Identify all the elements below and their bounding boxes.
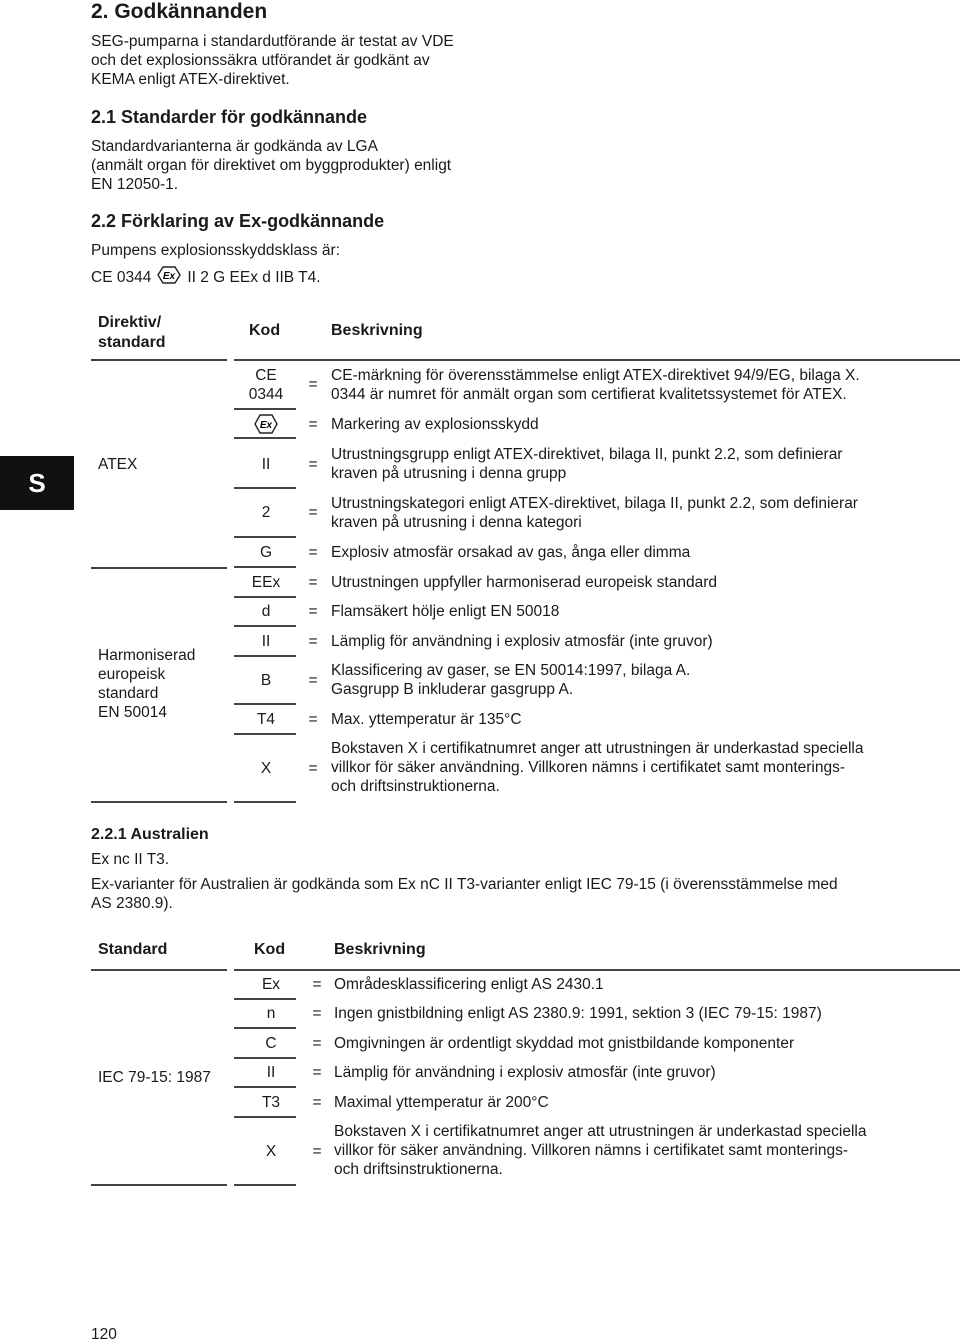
group-line: standard (98, 685, 159, 702)
kod-value: II (261, 633, 271, 650)
equals-sign: = (312, 1094, 322, 1111)
equals-sign: = (312, 976, 322, 993)
desc-line: Utrustningskategori enligt ATEX-direktivet, bilaga II, punkt 2.2, som definierar (331, 495, 858, 512)
equals-sign: = (312, 1064, 322, 1081)
kod-value: T3 (261, 1094, 281, 1111)
kod-divider (234, 1057, 296, 1059)
table2-divider (234, 969, 960, 971)
ex-icon (235, 413, 297, 440)
desc-line: och driftsinstruktionerna. (334, 1161, 503, 1178)
kod-value: CE (255, 367, 277, 384)
subsection-2-1-text (91, 137, 451, 194)
equals-sign: = (308, 416, 318, 433)
header-line: Direktiv/ (98, 314, 162, 331)
kod-divider (234, 1116, 296, 1118)
protection-class (91, 265, 321, 290)
equals-sign: = (308, 760, 318, 777)
kod-value: T4 (256, 711, 276, 728)
table1-header-directive (98, 313, 166, 353)
svg-text:Ex: Ex (259, 420, 273, 431)
table1-group-atex: ATEX (98, 456, 138, 473)
desc-line: Klassificering av gaser, se EN 50014:1997, bilaga A. (331, 662, 691, 679)
table1-group-harmonised (98, 646, 195, 722)
desc-line: kraven på utrusning i denna grupp (331, 465, 567, 482)
subsection-2-1-title: 2.1 Standarder för godkännande (91, 107, 368, 127)
kod-divider (234, 487, 296, 489)
desc-line: 0344 är numret för anmält organ som certifierat kvalitetssystemet för ATEX. (331, 386, 847, 403)
table2-divider (91, 969, 227, 971)
header-line: standard (98, 334, 166, 351)
table1-bottom-rule (91, 801, 227, 803)
row-description (331, 366, 860, 404)
kod-divider (234, 596, 296, 598)
kod-divider (234, 733, 296, 735)
desc-line: Bokstaven X i certifikatnumret anger att utrustningen är underkastad speciella (334, 1123, 867, 1140)
kod-divider (234, 998, 296, 1000)
kod-value: X (265, 1143, 277, 1160)
table1-divider (91, 359, 227, 361)
kod-value: n (266, 1005, 276, 1022)
row-description (331, 661, 690, 699)
row-description: Lämplig för användning i explosiv atmosfär (inte gruvor) (334, 1064, 716, 1081)
table2-bottom-rule (91, 1184, 227, 1186)
australia-line: Ex-varianter för Australien är godkända som Ex nC II T3-varianter enligt IEC 79-15 (i överensstämmelse med (91, 876, 838, 893)
row-description: Lämplig för användning i explosiv atmosfär (inte gruvor) (331, 633, 713, 650)
table2-header-description: Beskrivning (334, 941, 426, 958)
kod-value: X (260, 760, 272, 777)
language-tab: S (0, 456, 74, 510)
row-description: Markering av explosionsskydd (331, 416, 539, 433)
class-suffix: II 2 G EEx d IIB T4. (187, 269, 321, 286)
table1-divider (234, 359, 960, 361)
kod-divider (234, 408, 296, 410)
desc-line: villkor för säker användning. Villkoren nämns i certifikatet samt monterings- (331, 759, 846, 776)
group-line: europeisk (98, 666, 166, 683)
kod-divider (234, 536, 296, 538)
kod-divider (234, 655, 296, 657)
australia-line: AS 2380.9). (91, 895, 173, 912)
equals-sign: = (308, 574, 318, 591)
kod-value: Ex (261, 976, 281, 993)
kod-divider (234, 1027, 296, 1029)
kod-value: C (265, 1035, 277, 1052)
row-description (331, 445, 842, 483)
equals-sign: = (308, 711, 318, 728)
table1-header-description: Beskrivning (331, 322, 423, 339)
desc-line: villkor för säker användning. Villkoren nämns i certifikatet samt monterings- (334, 1142, 849, 1159)
desc-line: och driftsinstruktionerna. (331, 778, 500, 795)
equals-sign: = (308, 633, 318, 650)
class-prefix: CE 0344 (91, 269, 152, 286)
group-line: EN 50014 (98, 704, 167, 721)
equals-sign: = (312, 1005, 322, 1022)
intro-paragraph (91, 32, 454, 89)
section-title: 2. Godkännanden (91, 0, 268, 23)
kod-divider (234, 437, 296, 439)
equals-sign: = (308, 456, 318, 473)
row-description (331, 739, 863, 796)
desc-line: kraven på utrusning i denna kategori (331, 514, 582, 531)
row-description: Omgivningen är ordentligt skyddad mot gnistbildande komponenter (334, 1035, 795, 1052)
row-description (334, 1122, 866, 1179)
equals-sign: = (312, 1143, 322, 1160)
ex-icon (157, 265, 181, 290)
intro-line: och det explosionssäkra utförandet är godkänt av (91, 52, 430, 69)
equals-sign: = (312, 1035, 322, 1052)
row-description: Ingen gnistbildning enligt AS 2380.9: 1991, sektion 3 (IEC 79-15: 1987) (334, 1005, 822, 1022)
equals-sign: = (308, 603, 318, 620)
kod-divider (234, 566, 296, 568)
kod-value: 2 (261, 504, 271, 521)
row-description: Flamsäkert hölje enligt EN 50018 (331, 603, 560, 620)
equals-sign: = (308, 544, 318, 561)
row-description (331, 494, 858, 532)
table1-bottom-rule (234, 801, 296, 803)
kod-divider (234, 703, 296, 705)
row-description: Explosiv atmosfär orsakad av gas, ånga eller dimma (331, 544, 691, 561)
kod-value: EEx (251, 574, 281, 591)
kod-divider (234, 1086, 296, 1088)
desc-line: Gasgrupp B inkluderar gasgrupp A. (331, 681, 574, 698)
group-line: Harmoniserad (98, 647, 196, 664)
subsection-2-2-text: Pumpens explosionsskyddsklass är: (91, 242, 340, 259)
table2-header-kod: Kod (254, 941, 286, 958)
equals-sign: = (308, 376, 318, 393)
desc-line: CE-märkning för överensstämmelse enligt ATEX-direktivet 94/9/EG, bilaga X. (331, 367, 860, 384)
text-line: Standardvarianterna är godkända av LGA (91, 138, 378, 155)
australia-line: Ex nc II T3. (91, 851, 170, 868)
table1-header-kod: Kod (249, 322, 281, 339)
kod-divider (234, 625, 296, 627)
text-line: (anmält organ för direktivet om byggprodukter) enligt (91, 157, 452, 174)
subsection-2-2-1-title: 2.2.1 Australien (91, 826, 209, 843)
kod-value: 0344 (248, 386, 284, 403)
desc-line: Bokstaven X i certifikatnumret anger att utrustningen är underkastad speciella (331, 740, 864, 757)
kod-value: B (260, 672, 272, 689)
subsection-2-2-title: 2.2 Förklaring av Ex-godkännande (91, 211, 385, 231)
equals-sign: = (308, 672, 318, 689)
intro-line: SEG-pumparna i standardutförande är testat av VDE (91, 33, 454, 50)
table1-group-divider (91, 567, 227, 569)
kod-value: II (266, 1064, 276, 1081)
kod-value: G (259, 544, 273, 561)
svg-text:Ex: Ex (163, 271, 176, 282)
table2-group-iec: IEC 79-15: 1987 (98, 1069, 211, 1086)
kod-value: II (261, 456, 271, 473)
row-description: Maximal yttemperatur är 200°C (334, 1094, 549, 1111)
row-description: Utrustningen uppfyller harmoniserad europeisk standard (331, 574, 717, 591)
page-number: 120 (91, 1326, 117, 1343)
table2-bottom-rule (234, 1184, 296, 1186)
text-line: EN 12050-1. (91, 176, 179, 193)
desc-line: Utrustningsgrupp enligt ATEX-direktivet, bilaga II, punkt 2.2, som definierar (331, 446, 843, 463)
row-description: Områdesklassificering enligt AS 2430.1 (334, 976, 604, 993)
table2-header-standard: Standard (98, 941, 168, 958)
intro-line: KEMA enligt ATEX-direktivet. (91, 71, 290, 88)
equals-sign: = (308, 504, 318, 521)
row-description: Max. yttemperatur är 135°C (331, 711, 522, 728)
kod-value: d (261, 603, 271, 620)
